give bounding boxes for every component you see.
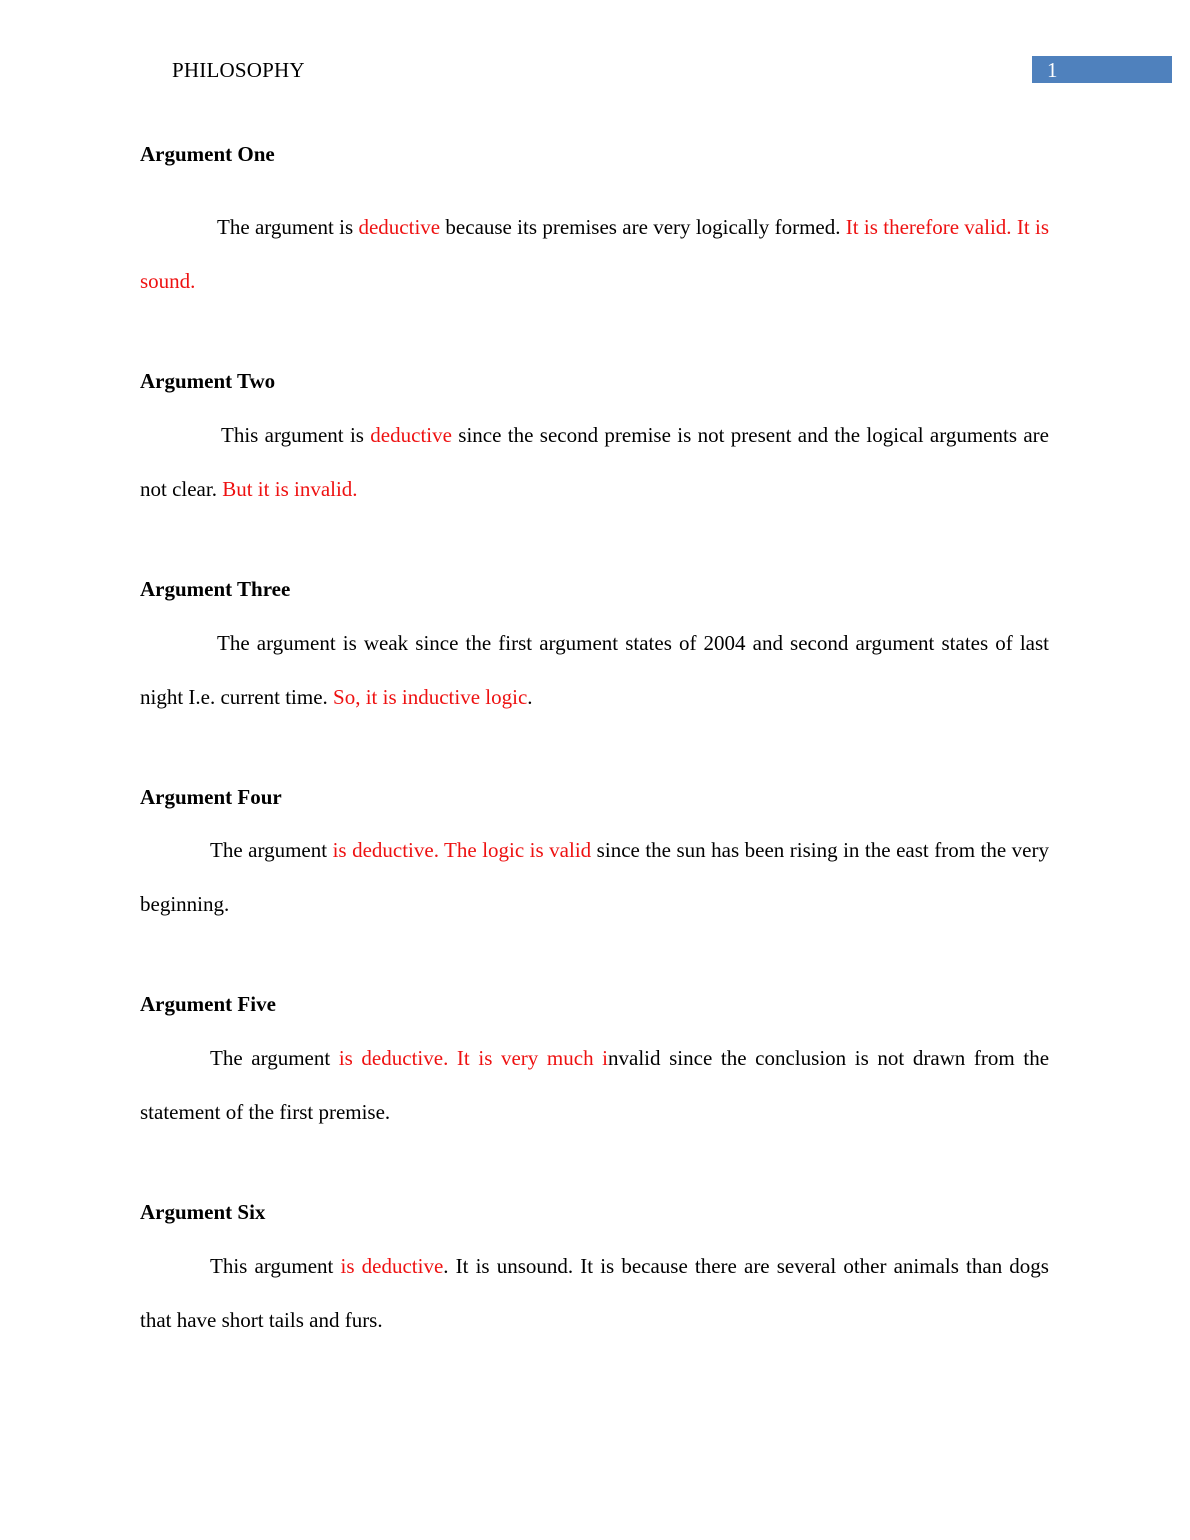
section-paragraph-argument-three: [140, 616, 1049, 724]
text-segment: nvalid since the conclusion is not drawn from the statement of the first premise.: [140, 1046, 1050, 1124]
section-heading-argument-one: Argument One: [140, 142, 275, 166]
text-segment: because its premises are very logically formed.: [440, 215, 846, 239]
highlighted-text-segment: is deductive. The logic is valid: [332, 838, 592, 862]
text-segment: since the second premise is not present and the logical arguments are not clear.: [140, 423, 1049, 501]
highlighted-text-segment: is deductive. It is very much i: [338, 1046, 609, 1070]
page-number: 1: [1047, 58, 1058, 82]
page-number-box: [1032, 56, 1172, 83]
section-heading-argument-three: Argument Three: [140, 577, 291, 601]
highlighted-text-segment: deductive: [370, 423, 452, 447]
page-header: [0, 0, 1190, 100]
text-segment: The argument is: [217, 215, 359, 239]
text-segment: The argument: [210, 1046, 339, 1070]
section-paragraph-argument-five: [140, 1031, 1049, 1139]
highlighted-text-segment: But it is invalid.: [222, 477, 358, 501]
section-paragraph-argument-two: [140, 408, 1049, 516]
section-heading-argument-two: Argument Two: [140, 369, 276, 393]
highlighted-text-segment: It is therefore valid. It is sound.: [140, 215, 1049, 293]
section-paragraph-argument-six: [140, 1239, 1049, 1347]
highlighted-text-segment: So, it is inductive logic: [333, 685, 528, 709]
text-segment: This argument: [210, 1254, 341, 1278]
text-segment: This argument is: [221, 423, 371, 447]
text-segment: The argument: [210, 838, 333, 862]
text-segment: . It is unsound. It is because there are several other animals than dogs that have short tails and furs.: [140, 1254, 1049, 1332]
section-paragraph-argument-one: [140, 200, 1049, 308]
running-head: PHILOSOPHY: [172, 58, 305, 82]
highlighted-text-segment: is deductive: [340, 1254, 444, 1278]
highlighted-text-segment: deductive: [358, 215, 441, 239]
section-heading-argument-six: Argument Six: [140, 1200, 266, 1224]
text-segment: since the sun has been rising in the east from the very beginning.: [140, 838, 1049, 916]
section-paragraph-argument-four: [140, 823, 1049, 931]
section-heading-argument-four: Argument Four: [140, 785, 282, 809]
text-segment: .: [527, 685, 533, 709]
section-heading-argument-five: Argument Five: [140, 992, 276, 1016]
text-segment: The argument is weak since the first argument states of 2004 and second argument states of last night I.e. current time.: [140, 631, 1049, 709]
